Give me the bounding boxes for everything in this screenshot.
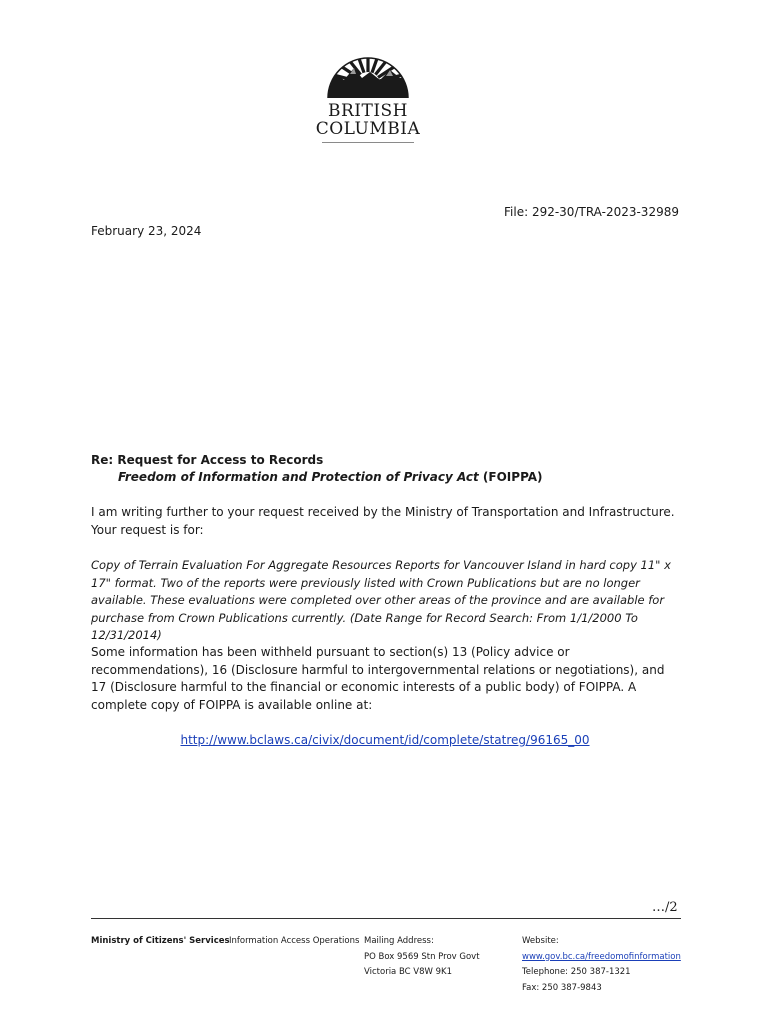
logo-underline xyxy=(322,142,414,143)
intro-paragraph: I am writing further to your request received by the Ministry of Transportation and Infrastructure. Your request is for: xyxy=(91,505,675,537)
footer-branch: Information Access Operations xyxy=(229,936,360,946)
foippa-link-line xyxy=(0,733,770,747)
logo-text-british: BRITISH xyxy=(327,101,409,121)
withheld-paragraph: Some information has been withheld pursuant to section(s) 13 (Policy advice or recommendations), 16 (Disclosure harmful to intergovernmental relations or negotiations), and 17 (Disclosure harmful to the financial or economic interests of a public body) of FOIPPA. A complete copy of FOIPPA is available online at: xyxy=(91,645,665,712)
footer-divider xyxy=(91,918,681,919)
act-abbreviation: (FOIPPA) xyxy=(478,470,543,484)
footer-contact xyxy=(522,934,681,996)
subject-line: Re: Request for Access to Records xyxy=(91,453,324,467)
mailing-line-2: Victoria BC V8W 9K1 xyxy=(364,967,453,977)
request-paragraph: Copy of Terrain Evaluation For Aggregate Resources Reports for Vancouver Island in hard copy 11" x 17" format. Two of the reports were previously listed with Crown Publications but are no longer available. These evaluations were completed over other areas of the province and are available for purchase from Crown Publications currently. (Date Range for Record Search: From 1/1/2000 To 12/31/2014) xyxy=(91,558,671,642)
logo-text-columbia: COLUMBIA xyxy=(315,119,421,139)
act-reference xyxy=(118,469,543,486)
mailing-line-1: PO Box 9569 Stn Prov Govt xyxy=(364,951,480,962)
footer-mailing-address xyxy=(364,934,480,981)
telephone: Telephone: 250 387-1321 xyxy=(522,967,631,977)
fax: Fax: 250 387-9843 xyxy=(522,982,602,993)
letter-date: February 23, 2024 xyxy=(91,224,202,238)
bc-sun-mountains-icon xyxy=(326,44,410,100)
file-reference: File: 292-30/TRA-2023-32989 xyxy=(504,205,679,219)
website-link[interactable]: www.gov.bc.ca/freedomofinformation xyxy=(522,951,681,962)
website-label: Website: xyxy=(522,936,559,946)
subject-block xyxy=(91,452,543,486)
act-name: Freedom of Information and Protection of Privacy Act xyxy=(118,470,479,484)
bc-logo xyxy=(300,44,436,148)
foippa-link[interactable]: http://www.bclaws.ca/civix/document/id/complete/statreg/96165_00 xyxy=(180,733,590,747)
mailing-label: Mailing Address: xyxy=(364,936,434,946)
footer-ministry: Ministry of Citizens' Services xyxy=(91,936,230,946)
page-continuation-marker: …/2 xyxy=(652,900,678,915)
